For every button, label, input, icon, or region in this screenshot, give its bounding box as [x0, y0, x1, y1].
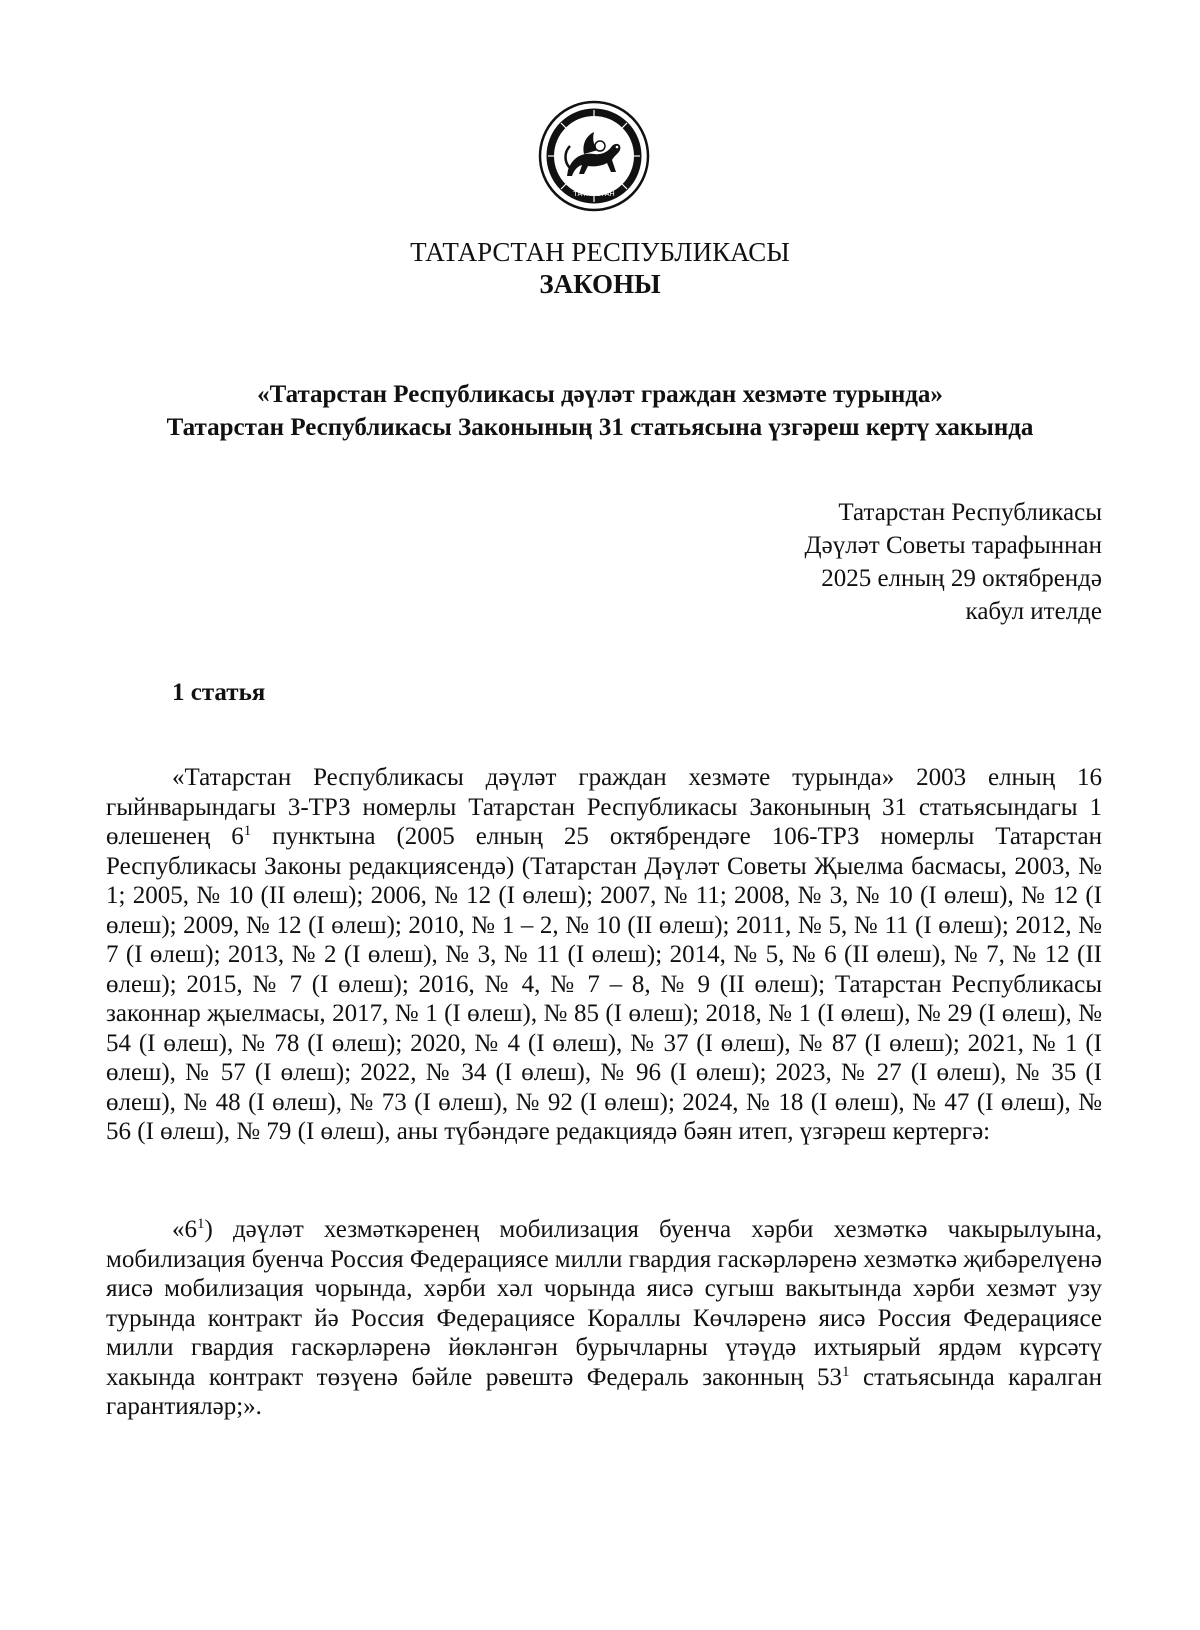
amendment-paragraph [106, 1215, 1102, 1422]
law-title-line: «Татарстан Республикасы дәүләт граждан хезмәте турында» [257, 381, 943, 408]
adoption-note [805, 496, 1102, 628]
adoption-line: кабул ителде [965, 598, 1102, 625]
paragraph-text: статьясында каралган гарантияләр;». [106, 1363, 1103, 1420]
paragraph-text: «Татарстан Республикасы дәүләт граждан хезмәте турында» 2003 елның 16 гыйнварындагы 3-ТРЗ номерлы Татарстан Республикасы Законының 31 статьясындагы 1 өлешенең 6 [106, 764, 1102, 850]
adoption-line: Дәүләт Советы тарафыннан [804, 532, 1102, 559]
article-heading: 1 статья [172, 679, 266, 706]
paragraph-text: «6 [172, 1216, 197, 1243]
article-paragraph [106, 763, 1102, 1147]
superscript: 1 [842, 1363, 850, 1380]
document-type: ЗАКОНЫ [539, 269, 661, 299]
law-title [60, 378, 1140, 444]
superscript: 1 [197, 1216, 205, 1232]
law-title-line: Татарстан Республикасы Законының 31 статьясына үзгәреш кертү хакында [166, 414, 1034, 441]
paragraph-text: пунктына (2005 елның 25 октябрендәге 106-ТРЗ номерлы Татарстан Республикасы Законы редакциясендә) (Татарстан Дәүләт Советы Җыелма басмасы, 2003, № 1; 2005, № 10 (II өлеш); 2006, № 12 (I өлеш); 2007, № 11; 2008, № 3, № 10 (I өлеш), № 12 (I өлеш); 2009, № 12 (I өлеш); 2010, № 1 – 2, № 10 (II өлеш); 2011, № 5, № 11 (I өлеш); 2012, № 7 (I өлеш); 2013, № 2 (I өлеш), № 3, № 11 (I өлеш); 2014, № 5, № 6 (II өлеш), № 7, № 12 (II өлеш); 2015, № 7 (I өлеш); 2016, № 4, № 7 – 8, № 9 (II өлеш); Татарстан Республикасы законнар җыелмасы, 2017, № 1 (I өлеш), № 85 (I өлеш); 2018, № 1 (I өлеш), № 29 (I өлеш), № 54 (I өлеш), № 78 (I өлеш); 2020, № 4 (I өлеш), № 37 (I өлеш), № 87 (I өлеш); 2021, № 1 (I өлеш), № 57 (I өлеш); 2022, № 34 (I өлеш), № 96 (I өлеш); 2023, № 27 (I өлеш), № 35 (I өлеш), № 48 (I өлеш), № 73 (I өлеш), № 92 (I өлеш); 2024, № 18 (I өлеш), № 47 (I өлеш), № 56 (I өлеш), № 79 (I өлеш), аны түбәндәге редакциядә бәян итеп, үзгәреш кертергә: [106, 823, 1102, 1145]
state-name: ТАТАРСТАН РЕСПУБЛИКАСЫ [410, 237, 790, 267]
adoption-line: 2025 елның 29 октябрендә [821, 565, 1102, 592]
adoption-line: Татарстан Республикасы [838, 499, 1102, 526]
superscript: 1 [243, 823, 252, 839]
paragraph-text: ) дәүләт хезмәткәренең мобилизация буенча хәрби хезмәткә чакырылуына, мобилизация буенча Россия Федерациясе милли гвардия гаскәрләренә хезмәткә җибәрелүенә яисә мобилизация чорында, хәрби хәл чорында яисә сугыш вакытында хәрби хезмәт узу турында контракт йә Россия Федерациясе Кораллы Көчләренә яисә Россия Федерациясе милли гвардия гаскәрләренә йөкләнгән бурычларны үтәүдә ихтыярый ярдәм күрсәтү хакында контракт төзүенә бәйле рәвештә Федераль законның 53 [106, 1216, 1102, 1391]
coat-of-arms-emblem [538, 100, 650, 212]
emblem-ring-text: ТАТАРСТАН [573, 190, 615, 198]
